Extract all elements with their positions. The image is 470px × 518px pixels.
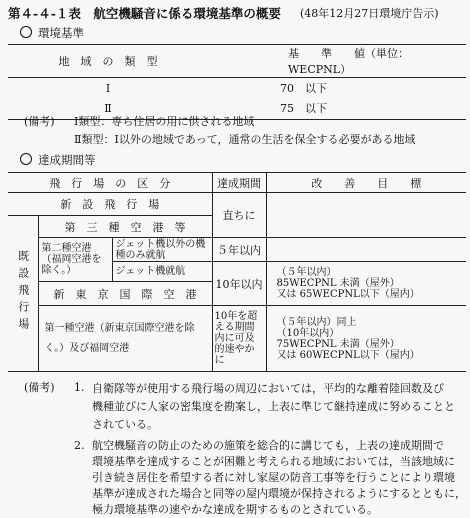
cell-jet-service: ジェット機就航 bbox=[112, 262, 212, 282]
goal-a-line1: （５年以内） bbox=[276, 267, 337, 278]
goal-b-line4: 又は 60WECPNL以下（屋内） bbox=[276, 349, 420, 361]
goal-b-line1: （５年以内）同上 bbox=[276, 316, 357, 328]
cell-first-class: 第一種空港（新東京国際空港を除く。）及び福岡空港 bbox=[38, 306, 212, 372]
cell-non-jet: ジェット機以外の機種のみ就航 bbox=[112, 238, 212, 262]
remarks1-line2: Ⅱ類型：Ⅰ以外の地域であって，通常の生活を保全する必要がある地域 bbox=[74, 133, 416, 146]
cell-five-years: ５年以内 bbox=[212, 238, 266, 262]
table-title: 第４-４-１表 航空機騒音に係る環境基準の概要 bbox=[8, 6, 281, 21]
para2-line: 環境基準を達成することが困難と考えられる地域においては，当該地域に bbox=[92, 455, 455, 468]
cell-goal-blank bbox=[266, 238, 466, 262]
col-area-type: 地 域 の 類 型 bbox=[8, 45, 208, 78]
remarks2-para2 bbox=[92, 438, 466, 518]
row-narita: 新 東 京 国 際 空 港 bbox=[38, 282, 212, 306]
goal-a-line3: 又は 65WECPNL以下（屋内） bbox=[276, 289, 420, 300]
para2-line: 航空機騒音の防止のための施策を総合的に講じても，上表の達成期間で bbox=[92, 439, 444, 452]
remarks1-label: (備考) bbox=[24, 115, 55, 128]
cell-goal-b bbox=[266, 306, 466, 372]
notice-date: (48年12月27日環境庁告示) bbox=[300, 7, 439, 20]
type-1: Ⅰ bbox=[105, 81, 111, 95]
remarks2-label: (備考) bbox=[24, 381, 55, 394]
value-1: 70 以下 bbox=[280, 81, 327, 95]
section-label: 環境基準 bbox=[38, 26, 84, 40]
remarks2-num2: 2. bbox=[74, 439, 85, 452]
period-table bbox=[8, 172, 466, 372]
header-goal: 改 善 目 標 bbox=[266, 173, 466, 193]
section-standard bbox=[20, 25, 84, 41]
remarks2-num1: 1. bbox=[74, 381, 85, 394]
goal-a-line2: 85WECPNL 未満（屋外） bbox=[276, 278, 400, 289]
row-third-class: 第 三 種 空 港 等 bbox=[38, 216, 212, 238]
cell-ten-years: 10年以内 bbox=[212, 262, 266, 306]
para1-line: 自衛隊等が使用する飛行場の周辺においては，平均的な離着陸回数及び bbox=[92, 382, 444, 395]
circle-icon bbox=[20, 153, 32, 165]
section-period bbox=[20, 152, 96, 168]
para2-line: 極力環境基準の速やかな達成を期するものとされている。 bbox=[92, 503, 378, 516]
cell-over-ten: 10年を超える期間内に可及的速やかに bbox=[212, 306, 266, 372]
para2-line: 基準が達成された場合と同等の屋内環境が保持されるようにするとともに， bbox=[92, 487, 466, 500]
standards-table bbox=[8, 44, 466, 120]
header-period: 達成期間 bbox=[212, 173, 266, 193]
goal-b-line3: 75WECPNL 未満（屋外） bbox=[276, 338, 400, 350]
remarks2-para1 bbox=[92, 380, 455, 434]
section-label: 達成期間等 bbox=[38, 153, 96, 167]
para2-line: 引き続き居住を希望する者に対し家屋の防音工事等を行うことにより環境 bbox=[92, 471, 455, 484]
existing-airports-label: 既設飛行場 bbox=[16, 249, 30, 335]
para1-line: されている。 bbox=[92, 418, 158, 431]
cell-goal-empty bbox=[266, 193, 466, 238]
circle-icon bbox=[20, 26, 32, 38]
goal-b-line2: （10年以内） bbox=[276, 327, 340, 339]
cell-second-class: 第二種空港（福岡空港を除く。） bbox=[38, 238, 112, 282]
para1-line: 機種並びに人家の密集度を勘案し，上表に準じて継持達成に努めることと bbox=[92, 400, 455, 413]
header-airport-class: 飛 行 場 の 区 分 bbox=[8, 173, 212, 193]
type-2: Ⅱ bbox=[104, 101, 112, 115]
row-new-airport: 新 設 飛 行 場 bbox=[8, 193, 212, 216]
existing-label-cell bbox=[8, 216, 38, 372]
cell-goal-a bbox=[266, 262, 466, 306]
remarks1-line1: Ⅰ類型：専ら住居の用に供される地域 bbox=[74, 115, 255, 128]
cell-immediate: 直ちに bbox=[212, 193, 266, 238]
col-standard-value: 基 準 値（単位：WECPNL） bbox=[208, 45, 466, 78]
value-2: 75 以下 bbox=[280, 101, 327, 115]
